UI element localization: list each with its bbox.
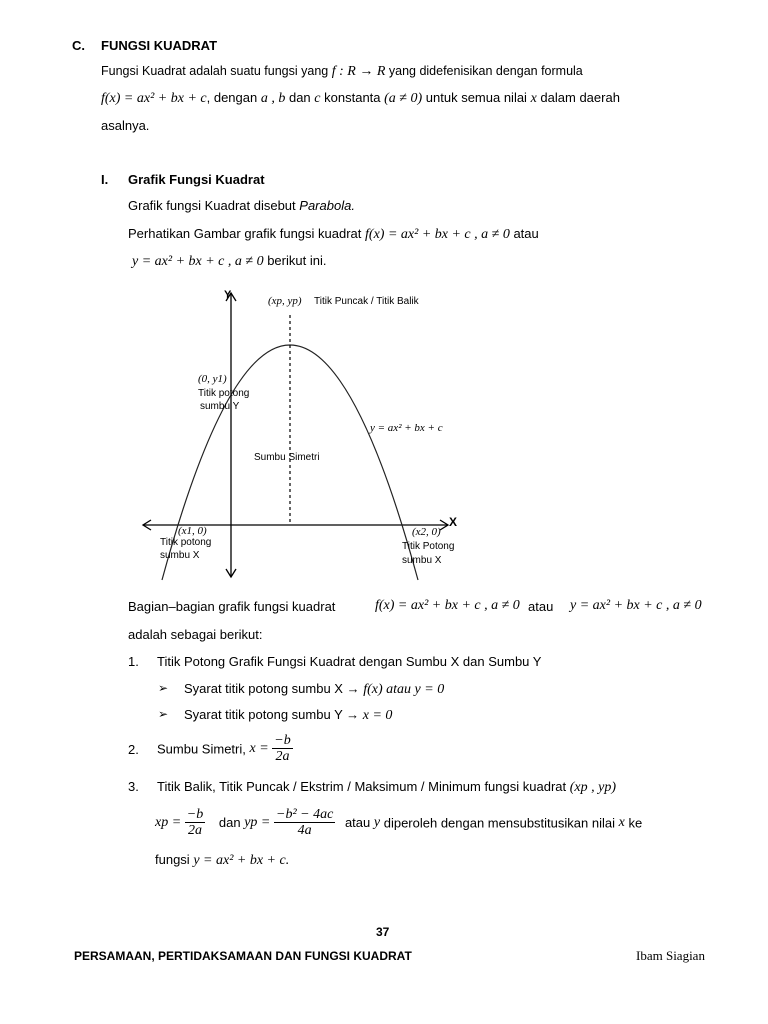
list-item-2-number: 2. (128, 742, 139, 757)
subsection-line-3: y = ax² + bx + c , a ≠ 0 berikut ini. (132, 253, 327, 269)
y-intercept-label-1: Titik potong (198, 388, 250, 399)
symmetry-axis-label: Sumbu Simetri (254, 452, 320, 463)
subsection-title: Grafik Fungsi Kuadrat (128, 172, 265, 187)
parts-or: atau (528, 599, 554, 614)
list-item-3-text: Titik Balik, Titik Puncak / Ekstrim / Maksimum / Minimum fungsi kuadrat (xp , yp) (157, 779, 617, 795)
footer-title: PERSAMAAN, PERTIDAKSAMAAN DAN FUNGSI KUADRAT (74, 949, 412, 963)
parts-line-2: adalah sebagai berikut: (128, 627, 263, 642)
intro-line-1: Fungsi Kuadrat adalah suatu fungsi yang f : R → R yang didefenisikan dengan formula (101, 64, 583, 79)
parabola-figure (140, 285, 470, 585)
final-function-line: fungsi y = ax² + bx + c. (155, 852, 290, 868)
x2-label-1: Titik Potong (402, 541, 455, 552)
bullet-2-text: Syarat titik potong sumbu Y → x = 0 (184, 707, 393, 723)
y-intercept-coordinate: (0, y1) (198, 373, 227, 385)
x1-coordinate: (x1, 0) (178, 525, 207, 537)
vertex-coordinate: (xp, yp) (268, 295, 302, 307)
bullet-arrow-icon: ➢ (158, 681, 169, 695)
xp-fraction: $\frac{-b}{2a}$ (186, 807, 204, 839)
y-intercept-label-2: sumbu Y (200, 401, 240, 412)
vertex-formula-line: xp = $\frac{-b}{2a}$ dan yp = $\frac{\text{−b² − 4ac}}{4a}$ atau y diperoleh dengan mensubstitusikan nilai x ke (155, 807, 643, 839)
x2-coordinate: (x2, 0) (412, 526, 441, 538)
x1-label-1: Titik potong (160, 537, 212, 548)
subsection-line-2: Perhatikan Gambar grafik fungsi kuadrat f(x) = ax² + bx + c , a ≠ 0 atau (128, 226, 539, 242)
vertex-label: Titik Puncak / Titik Balik (314, 296, 419, 307)
yp-fraction: $\frac{\text{−b² − 4ac}}{4a}$ (276, 807, 334, 839)
subsection-number: I. (101, 172, 109, 187)
intro-line-2: f(x) = ax² + bx + c, dengan a , b dan c konstanta (a ≠ 0) untuk semua nilai x dalam daerah (101, 90, 620, 106)
x-axis-label: X (449, 515, 458, 529)
bullet-arrow-icon: ➢ (158, 707, 169, 721)
footer-author: Ibam Siagian (636, 948, 705, 963)
section-title: FUNGSI KUADRAT (101, 38, 218, 53)
x1-label-2: sumbu X (160, 550, 200, 561)
list-item-2-content: Sumbu Simetri, x = $\frac{-b}{2a}$ (157, 733, 291, 765)
list-item-3-number: 3. (128, 779, 139, 794)
list-item-1-number: 1. (128, 654, 139, 669)
symmetry-fraction: $\frac{-b}{2a}$ (274, 733, 291, 765)
intro-line-3: asalnya. (101, 118, 150, 133)
parts-math-2: y = ax² + bx + c , a ≠ 0 (570, 598, 702, 613)
list-item-1-text: Titik Potong Grafik Fungsi Kuadrat dengan Sumbu X dan Sumbu Y (157, 654, 542, 669)
page-number: 37 (376, 925, 390, 939)
parts-math-1: f(x) = ax² + bx + c , a ≠ 0 (375, 598, 520, 613)
y-axis-label: Y (224, 289, 232, 301)
parts-line-1: Bagian–bagian grafik fungsi kuadrat (128, 599, 336, 614)
section-letter: C. (72, 38, 85, 53)
bullet-1-text: Syarat titik potong sumbu X → f(x) atau y = 0 (184, 681, 445, 697)
x2-label-2: sumbu X (402, 555, 442, 566)
curve-equation-label: y = ax² + bx + c (370, 422, 443, 434)
subsection-line-1: Grafik fungsi Kuadrat disebut Parabola. (128, 198, 355, 213)
